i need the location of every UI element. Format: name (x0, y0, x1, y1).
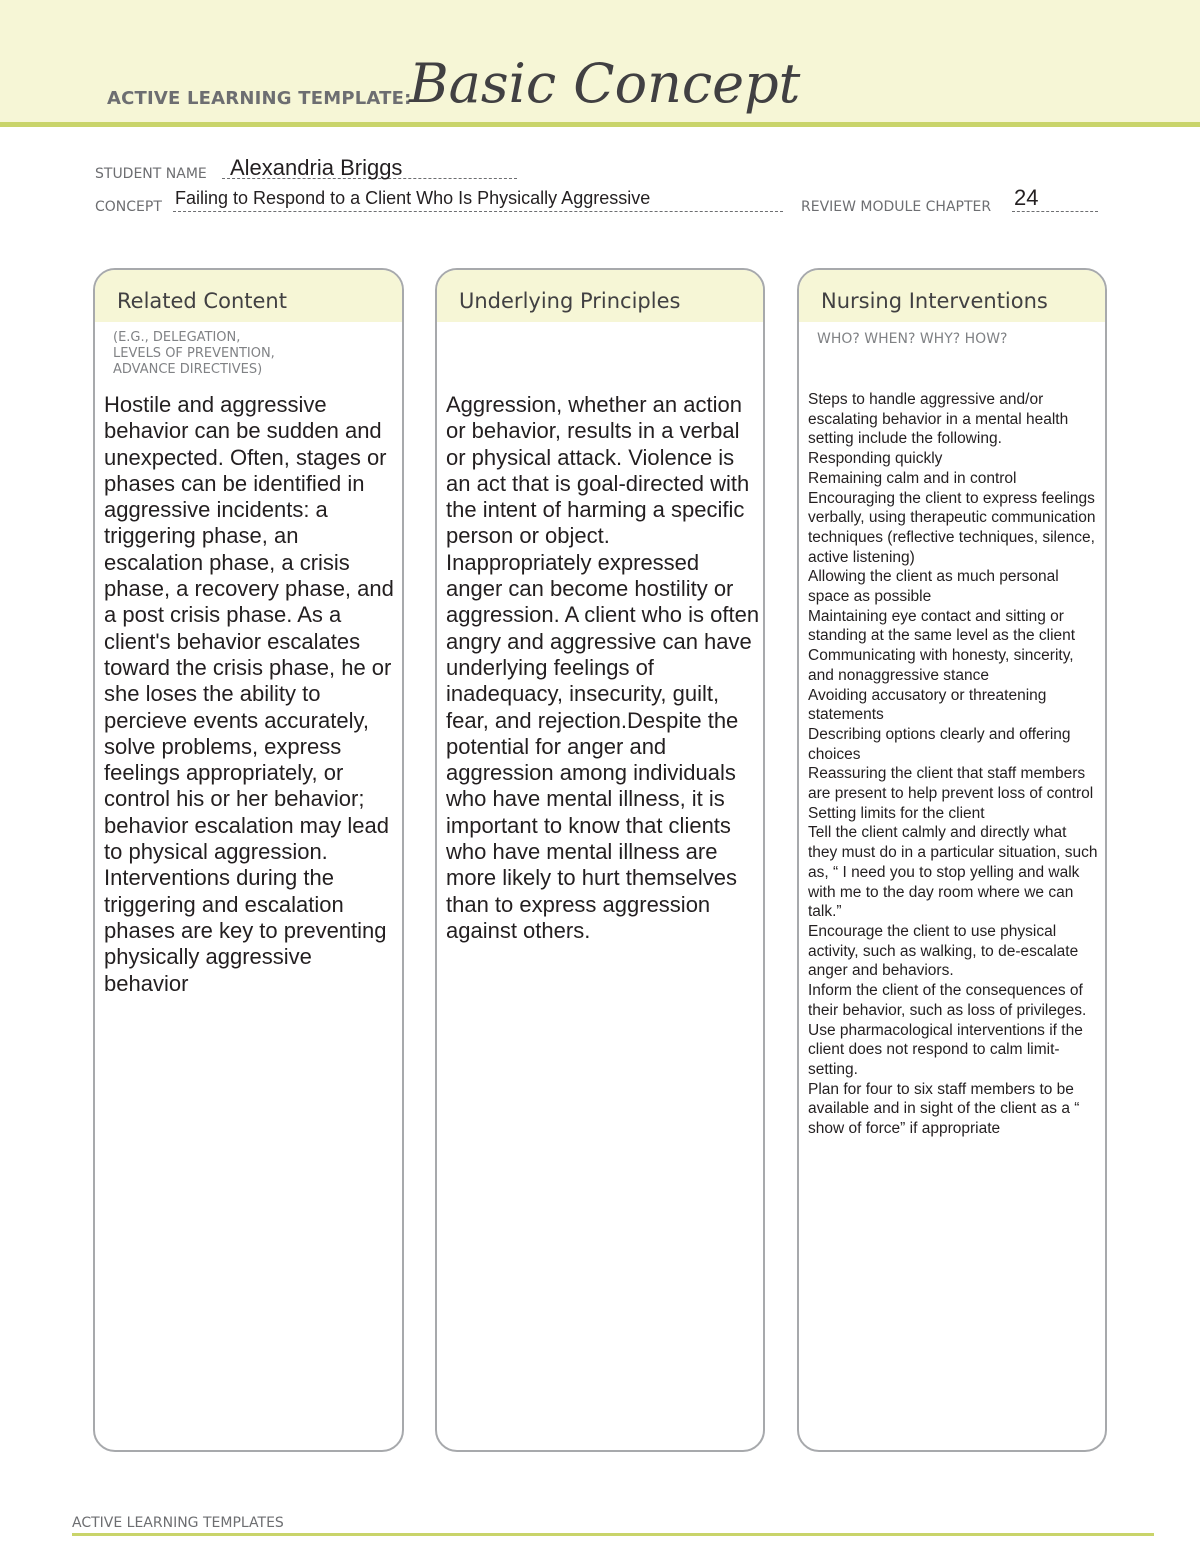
template-label: ACTIVE LEARNING TEMPLATE: (107, 88, 412, 109)
chapter-line (1012, 211, 1098, 212)
template-title: Basic Concept (409, 52, 801, 115)
concept-label: CONCEPT (95, 199, 162, 215)
related-content-subtitle: (E.G., DELEGATION, LEVELS OF PREVENTION, ADVANCE DIRECTIVES) (113, 330, 275, 377)
chapter-label: REVIEW MODULE CHAPTER (801, 199, 992, 215)
concept-value[interactable]: Failing to Respond to a Client Who Is Physically Aggressive (175, 188, 651, 208)
nursing-interventions-title: Nursing Interventions (821, 289, 1048, 313)
footer-label: ACTIVE LEARNING TEMPLATES (72, 1515, 284, 1531)
header-rule (0, 122, 1200, 127)
underlying-principles-body[interactable]: Aggression, whether an action or behavior, results in a verbal or physical attack. Violence is an act that is goal-directed with the intent of harming a specific person or object. Inappropriately expressed anger can become hostility or aggression. A client who is often angry and aggressive can have underlying feelings of inadequacy, insecurity, guilt, fear, and rejection.Despite the potential for anger and aggression among individuals who have mental illness, it is important to know that clients who have mental illness are more likely to hurt themselves than to express aggression against others. (446, 392, 760, 943)
related-content-title: Related Content (117, 289, 287, 313)
concept-line (173, 211, 783, 212)
footer-rule (72, 1533, 1154, 1536)
underlying-principles-panel (435, 268, 765, 1452)
nursing-interventions-subtitle: WHO? WHEN? WHY? HOW? (817, 331, 1008, 347)
chapter-value[interactable]: 24 (1014, 185, 1039, 210)
student-name-label: STUDENT NAME (95, 166, 207, 182)
nursing-interventions-panel (797, 268, 1107, 1452)
student-name-value[interactable]: Alexandria Briggs (230, 155, 403, 180)
underlying-principles-title: Underlying Principles (459, 289, 681, 313)
related-content-panel (93, 268, 404, 1452)
nursing-interventions-body[interactable]: Steps to handle aggressive and/or escalating behavior in a mental health setting include the following. Responding quickly Remaining calm and in control Encouraging the client to express feelings verbally, using therapeutic communication techniques (reflective techniques, silence, active listening) Allowing the client as much personal space as possible Maintaining eye contact and sitting or standing at the same level as the client Communicating with honesty, sincerity, and nonaggressive stance Avoiding accusatory or threatening statements Describing options clearly and offering choices Reassuring the client that staff members are present to help prevent loss of control Setting limits for the client Tell the client calmly and directly what they must do in a particular situation, such as, “ I need you to stop yelling and walk with me to the day room where we can talk.” Encourage the client to use physical activity, such as walking, to de-escalate anger and behaviors. Inform the client of the consequences of their behavior, such as loss of privileges. Use pharmacological interventions if the client does not respond to calm limit-setting. Plan for four to six staff members to be available and in sight of the client as a “ show of force” if appropriate (808, 391, 1098, 1138)
related-content-body[interactable]: Hostile and aggressive behavior can be sudden and unexpected. Often, stages or phases can be identified in aggressive incidents: a triggering phase, an escalation phase, a crisis phase, a recovery phase, and a post crisis phase. As a client's behavior escalates toward the crisis phase, he or she loses the ability to percieve events accurately, solve problems, express feelings appropriately, or control his or her behavior; behavior escalation may lead to physical aggression. Interventions during the triggering and escalation phases are key to preventing physically aggressive behavior (104, 392, 394, 996)
